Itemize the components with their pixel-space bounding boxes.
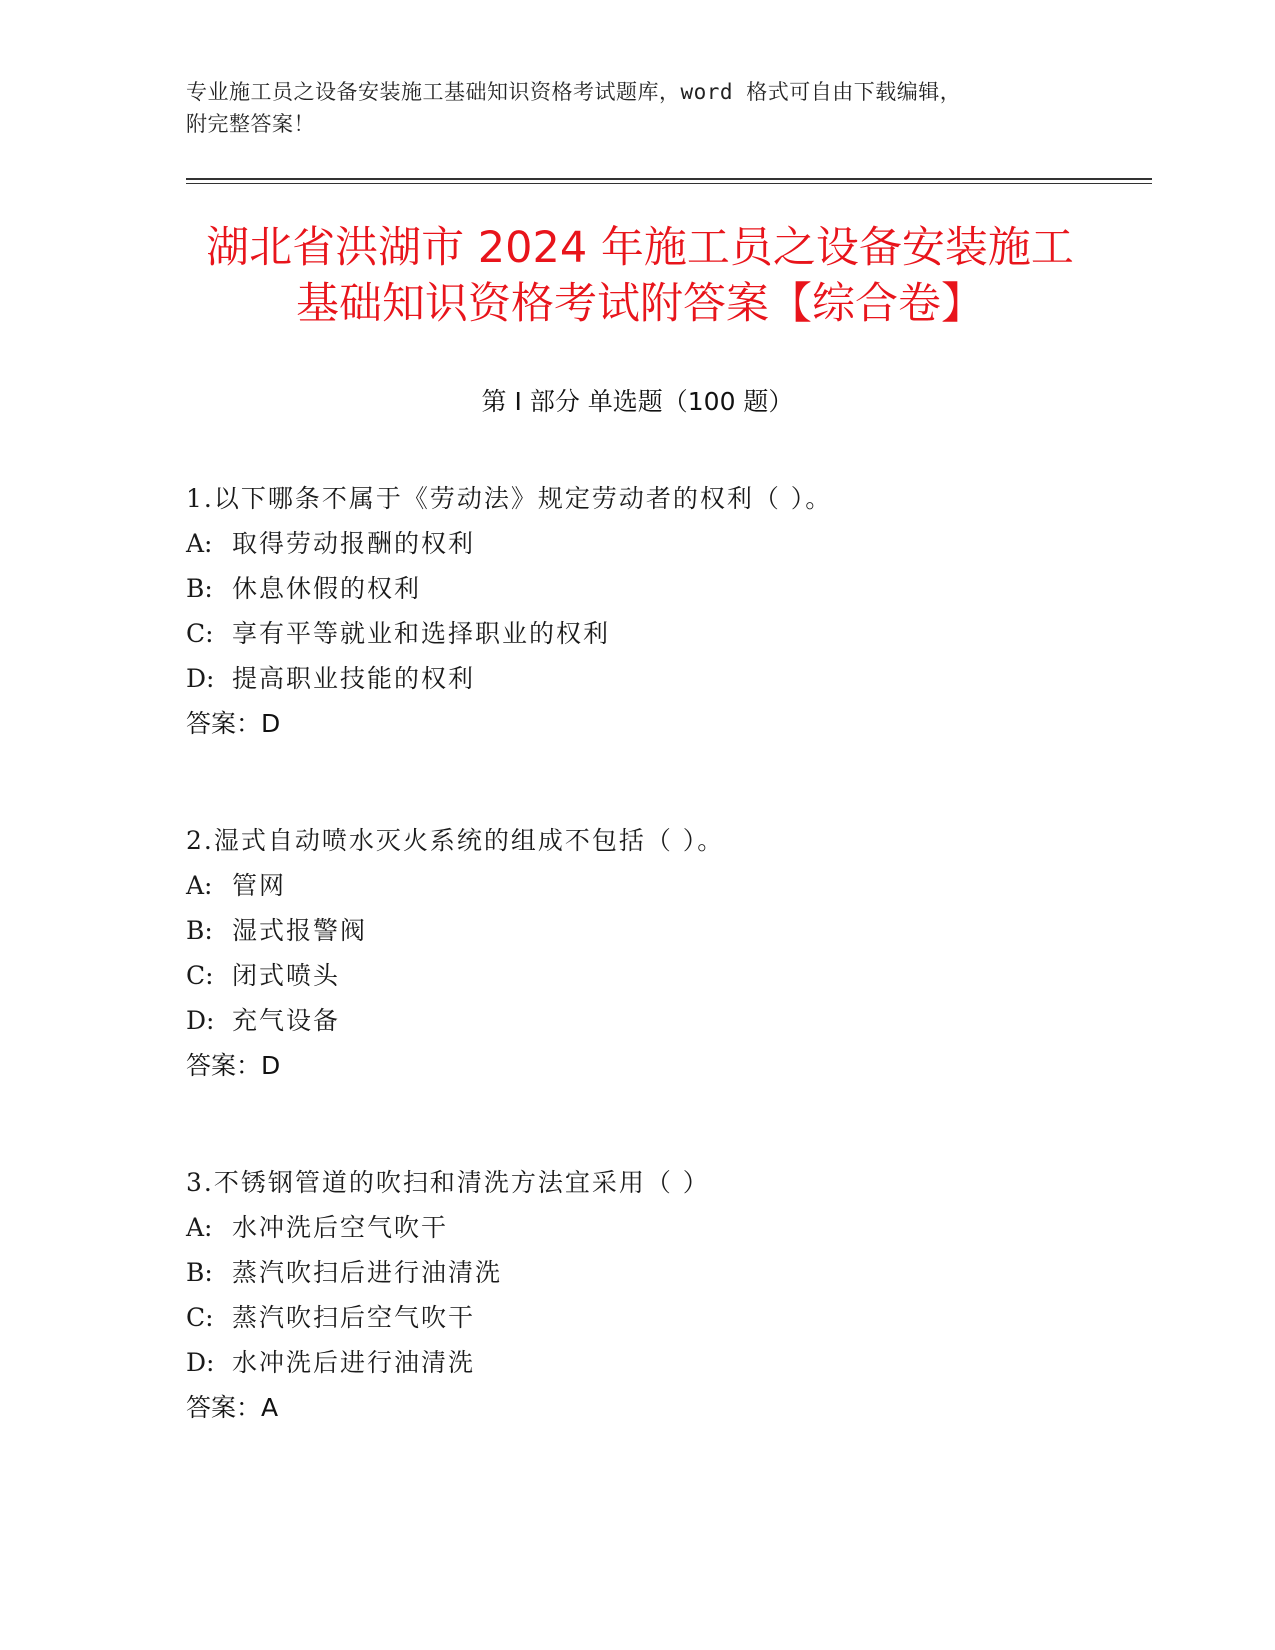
answer: 答案：D (186, 1051, 281, 1080)
document-title-line-1: 湖北省洪湖市 2024 年施工员之设备安装施工 (206, 223, 1074, 273)
header-divider-thin (186, 183, 1152, 184)
option-key: A: (186, 871, 213, 900)
option-c (186, 1295, 1146, 1340)
option-key: C: (186, 961, 214, 990)
option-d (186, 998, 1146, 1043)
header-note-line-2: 附完整答案！ (186, 112, 315, 136)
section-title: 第 I 部分 单选题（100 题） (481, 387, 794, 416)
option-text: 湿式报警阀 (232, 916, 368, 945)
option-text: 水冲洗后进行油清洗 (232, 1348, 476, 1377)
option-d (186, 656, 1146, 701)
option-d (186, 1340, 1146, 1385)
option-text: 充气设备 (232, 1006, 341, 1035)
option-text: 蒸汽吹扫后进行油清洗 (232, 1258, 503, 1287)
option-text: 享有平等就业和选择职业的权利 (232, 619, 611, 648)
option-key: D: (186, 664, 215, 693)
option-key: D: (186, 1006, 215, 1035)
option-key: B: (186, 1258, 213, 1287)
option-text: 闭式喷头 (232, 961, 341, 990)
header-note (186, 76, 1086, 140)
option-a (186, 863, 1146, 908)
option-text: 管网 (232, 871, 287, 900)
question-stem: 2.湿式自动喷水灭火系统的组成不包括（ ）。 (186, 826, 725, 855)
question-1 (186, 476, 1146, 746)
option-key: D: (186, 1348, 215, 1377)
question-3 (186, 1160, 1146, 1430)
option-b (186, 566, 1146, 611)
option-text: 提高职业技能的权利 (232, 664, 476, 693)
option-key: C: (186, 1303, 214, 1332)
question-2 (186, 818, 1146, 1088)
option-key: C: (186, 619, 214, 648)
option-c (186, 611, 1146, 656)
option-key: A: (186, 1213, 213, 1242)
option-text: 水冲洗后空气吹干 (232, 1213, 449, 1242)
question-stem: 3.不锈钢管道的吹扫和清洗方法宜采用（ ） (186, 1168, 710, 1197)
option-text: 蒸汽吹扫后空气吹干 (232, 1303, 476, 1332)
answer: 答案：D (186, 709, 281, 738)
option-text: 取得劳动报酬的权利 (232, 529, 476, 558)
document-title (160, 220, 1120, 332)
option-text: 休息休假的权利 (232, 574, 422, 603)
option-key: B: (186, 574, 213, 603)
option-a (186, 521, 1146, 566)
answer: 答案：A (186, 1393, 279, 1422)
option-b (186, 1250, 1146, 1295)
header-note-line-1: 专业施工员之设备安装施工基础知识资格考试题库，word 格式可自由下载编辑， (186, 80, 962, 104)
option-c (186, 953, 1146, 998)
question-list (186, 476, 1146, 1502)
document-title-line-2: 基础知识资格考试附答案【综合卷】 (296, 279, 984, 329)
option-a (186, 1205, 1146, 1250)
option-key: A: (186, 529, 213, 558)
header-divider-thick (186, 178, 1152, 180)
question-stem: 1.以下哪条不属于《劳动法》规定劳动者的权利（ ）。 (186, 484, 833, 513)
option-b (186, 908, 1146, 953)
option-key: B: (186, 916, 213, 945)
